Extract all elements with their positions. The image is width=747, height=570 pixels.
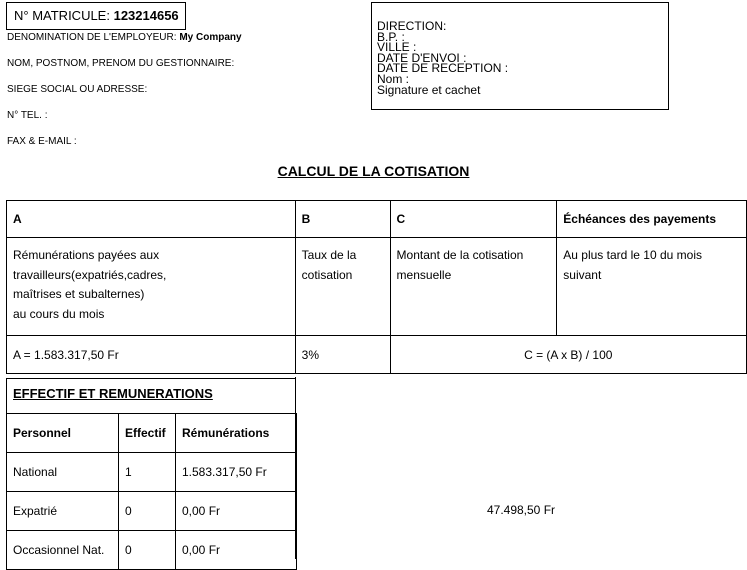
calc-description-row: [7, 238, 747, 336]
effectif-cell: 1: [119, 453, 176, 492]
table-row: [7, 531, 297, 570]
employer-label: DENOMINATION DE L'EMPLOYEUR:: [7, 32, 177, 43]
signature-line: Signature et cachet: [377, 82, 481, 97]
calc-header-row: [7, 201, 747, 238]
personnel-cell: Expatrié: [7, 492, 119, 531]
cotisation-result: 47.498,50 Fr: [486, 503, 556, 517]
date-envoi-line: DATE D'ENVOI :: [377, 50, 467, 65]
table-row: [7, 492, 297, 531]
employer-value: My Company: [179, 32, 242, 43]
remunerations-cell: 1.583.317,50 Fr: [176, 453, 297, 492]
personnel-cell: National: [7, 453, 119, 492]
remunerations-cell: 0,00 Fr: [176, 531, 297, 570]
direction-box: [371, 2, 669, 110]
ville-line: VILLE :: [377, 40, 417, 54]
direction-line: DIRECTION:: [377, 19, 447, 33]
table-row: [7, 453, 297, 492]
header-effectif: Effectif: [119, 414, 176, 453]
nom-line: Nom :: [377, 71, 410, 86]
effectif-table: [6, 413, 297, 570]
effectif-cell: 0: [119, 492, 176, 531]
page-title: CALCUL DE LA COTISATION: [277, 163, 470, 179]
desc-b: Taux de la cotisation: [295, 238, 390, 336]
effectif-header-row: [7, 414, 297, 453]
personnel-cell: Occasionnel Nat.: [7, 531, 119, 570]
value-b: 3%: [295, 336, 390, 374]
remunerations-cell: 0,00 Fr: [176, 492, 297, 531]
header-remunerations: Rémunérations: [176, 414, 297, 453]
tel-label: N° TEL. :: [7, 110, 48, 121]
value-c-formula: C = (A x B) / 100: [390, 336, 746, 374]
fax-label: FAX & E-MAIL :: [7, 136, 77, 147]
header-a: A: [7, 201, 296, 238]
bp-line: B.P. :: [377, 29, 405, 44]
date-reception-line: DATE DE RECEPTION :: [377, 61, 509, 75]
header-echeances: Échéances des payements: [557, 201, 747, 238]
effectif-cell: 0: [119, 531, 176, 570]
calc-values-row: [7, 336, 747, 374]
desc-echeances: Au plus tard le 10 du mois suivant: [557, 238, 747, 336]
manager-label: NOM, POSTNOM, PRENOM DU GESTIONNAIRE:: [7, 58, 235, 69]
header-c: C: [390, 201, 557, 238]
effectif-title: EFFECTIF ET REMUNERATIONS: [6, 378, 296, 414]
header-b: B: [295, 201, 390, 238]
calc-table: [6, 200, 747, 374]
seat-label: SIEGE SOCIAL OU ADRESSE:: [7, 84, 148, 95]
header-personnel: Personnel: [7, 414, 119, 453]
matricule-value: 123214656: [113, 8, 179, 23]
matricule-box: [6, 2, 186, 30]
value-a: A = 1.583.317,50 Fr: [7, 336, 296, 374]
desc-a: Rémunérations payées aux travailleurs(expatriés,cadres, maîtrises et subalternes) au cours du mois: [7, 238, 296, 336]
desc-c: Montant de la cotisation mensuelle: [390, 238, 557, 336]
matricule-label: N° MATRICULE:: [14, 8, 110, 23]
employer-line: [7, 32, 242, 43]
result-cell: [295, 377, 747, 559]
